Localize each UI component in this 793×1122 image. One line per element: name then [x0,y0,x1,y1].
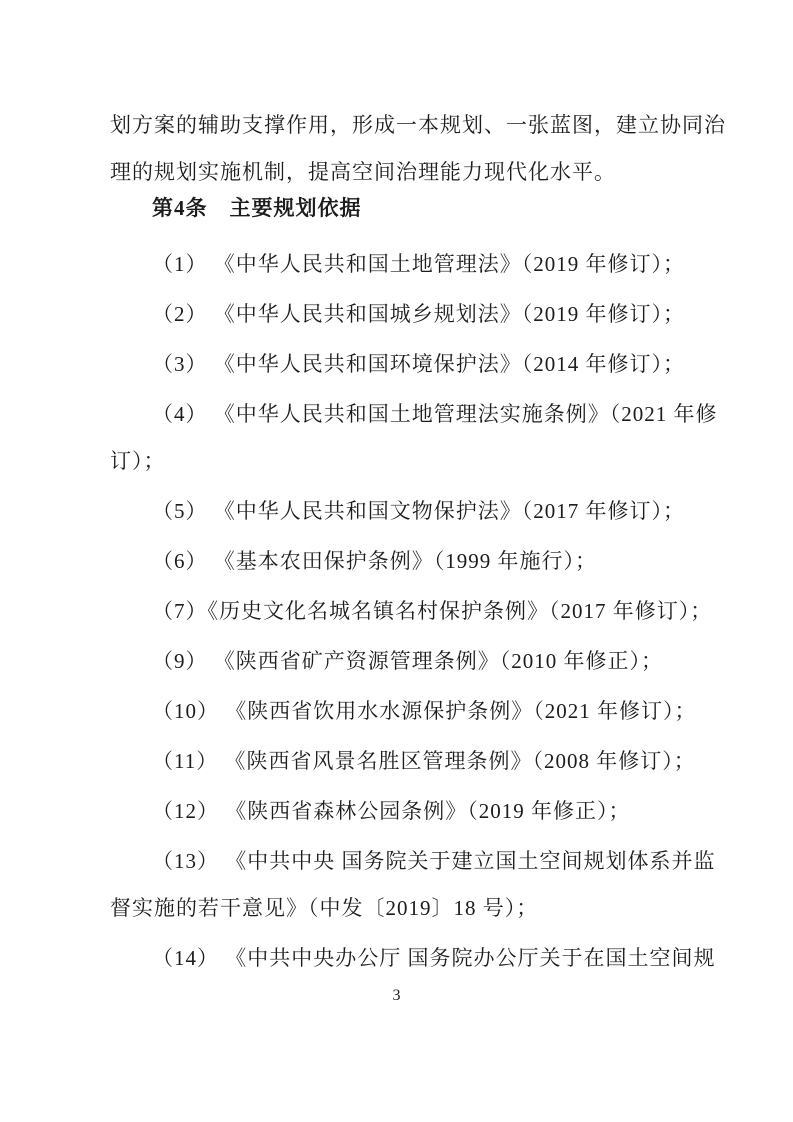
list-item-4-line-2: 订）； [110,449,166,473]
list-item-4-line-1: （4） 《中华人民共和国土地管理法实施条例》（2021 年修 [152,402,718,426]
list-item-2: （2） 《中华人民共和国城乡规划法》（2019 年修订）； [152,302,685,326]
list-item-12: （12） 《陕西省森林公园条例》（2019 年修正）； [152,799,631,823]
article-title: 主要规划依据 [229,196,362,220]
intro-paragraph-line-2: 理的规划实施机制，提高空间治理能力现代化水平。 [110,160,616,184]
list-item-10: （10） 《陕西省饮用水水源保护条例》（2021 年修订）； [152,699,697,723]
list-item-3: （3） 《中华人民共和国环境保护法》（2014 年修订）； [152,352,685,376]
intro-paragraph-line-1: 划方案的辅助支撑作用，形成一本规划、一张蓝图，建立协同治 [110,113,726,137]
list-item-9: （9） 《陕西省矿产资源管理条例》（2010 年修正）； [152,649,663,673]
list-item-5: （5） 《中华人民共和国文物保护法》（2017 年修订）； [152,499,685,523]
list-item-7: （7）《历史文化名城名镇名村保护条例》（2017 年修订）； [152,599,713,623]
list-item-11: （11） 《陕西省风景名胜区管理条例》（2008 年修订）； [152,749,696,773]
page-number: 3 [392,987,401,1004]
list-item-6: （6） 《基本农田保护条例》（1999 年施行）； [152,549,597,573]
list-item-13-line-1: （13） 《中共中央 国务院关于建立国土空间规划体系并监 [152,849,716,873]
article-heading [110,195,752,221]
list-item-13-line-2: 督实施的若干意见》（中发〔2019〕18 号）； [110,896,539,920]
article-number: 第4条 [152,196,208,220]
list-item-1: （1） 《中华人民共和国土地管理法》（2019 年修订）； [152,252,685,276]
list-item-14-line-1: （14） 《中共中央办公厅 国务院办公厅关于在国土空间规 [152,946,716,970]
